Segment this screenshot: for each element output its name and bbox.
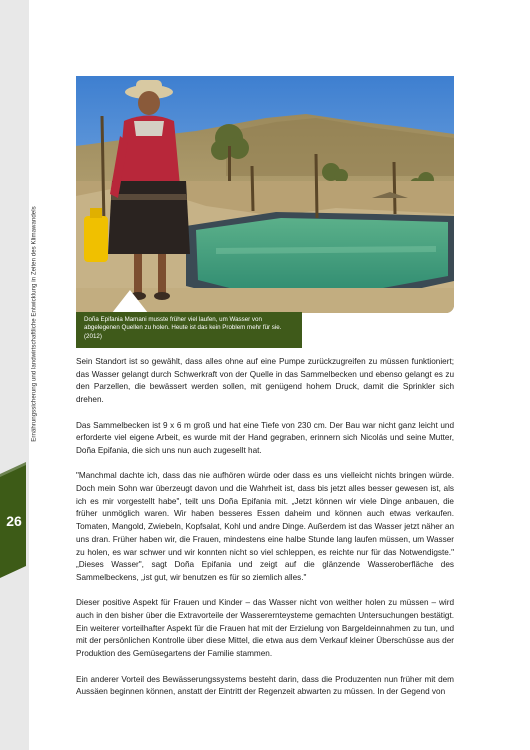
paragraph-1: Sein Standort ist so gewählt, dass alles ohne auf eine Pumpe zurückzugreifen zu müssen funktioniert; das Wasser gelangt durch Schwerkraft von der Quelle in das Sammelbecken und ebenso gelangt es zu den Parzellen, die bewässert werden sollen, mit genügend hohem Druck, damit die Sprinkler sich drehen. [76, 357, 454, 405]
running-title [30, 188, 38, 460]
running-title-text: Ernährungssicherung und landwirtschaftliche Entwicklung in Zeiten des Klimawandels [30, 206, 38, 442]
photo-caption: Doña Epifania Mamani musste früher viel laufen, um Wasser von abgelegenen Quellen zu holen. Heute ist das kein Problem mehr für sie. (2012) [76, 312, 302, 348]
paragraph-4: Dieser positive Aspekt für Frauen und Kinder – das Wasser nicht von weither holen zu müssen – wird auch in den bisher über die Extravorteile der Wasserernteysteme gemachten Untersuchungen bestätigt. Ein weiterer vorteilhafter Aspekt für die Frauen hat mit der Erzielung von Bargeldeinnahmen zu tun, und mit der persönlichen Kontrolle über diese Mittel, die etwa aus dem Verkauf kleiner Überschüsse aus der Produktion des Gemüsegartens der Familie stammen. [76, 598, 454, 659]
paragraph-2: Das Sammelbecken ist 9 x 6 m groß und hat eine Tiefe von 230 cm. Der Bau war nicht ganz leicht und erforderte viel eigene Arbeit, es wurde mit der Hand gegraben, erinnern sich Nicolás und seine Mutter, Doña Epifania, die sich uns nun auch zugesellt hat. [76, 420, 454, 455]
photo [76, 76, 454, 313]
paragraph-5: Ein anderer Vorteil des Bewässerungssystems besteht darin, dass die Produzenten nun früher mit dem Aussäen beginnen können, anstatt der Eintritt der Regenzeit abwarten zu müssen. In der Gegend von [76, 674, 454, 697]
photo-image [76, 76, 454, 313]
paragraph-3: "Manchmal dachte ich, dass das nie aufhören würde oder dass es uns vielleicht nichts bringen würde. Doch mein Sohn war überzeugt davon und die Wahrheit ist, dass bis jetzt alles besser gewesen ist, als ich es mir vorgestellt habe", teilt uns Doña Epifania mit. „Jetzt können wir viele Dinge anbauen, die früher unmöglich waren. Wir haben besseres Essen daheim und können auch etwas verkaufen. Tomaten, Mangold, Zwiebeln, Kopfsalat, Kohl und andre Dinge. Außerdem ist das Wasser jetzt näher an uns dran. Früher haben wir, die Frauen, mindestens eine halbe Stunde lang laufen müssen, um Wasser zu holen, es war schwer und wir konnten nicht so viel schleppen, es reichte nur für das Notwendigste." „Dieses Wasser", sagt Doña Epifania und zeigt auf die glänzende Wasseroberfläche des Sammelbeckens, „ist gut, wir benutzen es für so ziemlich alles." [76, 471, 454, 582]
article-body [76, 356, 454, 712]
page-number: 26 [6, 513, 22, 529]
caption-pointer [112, 290, 148, 313]
